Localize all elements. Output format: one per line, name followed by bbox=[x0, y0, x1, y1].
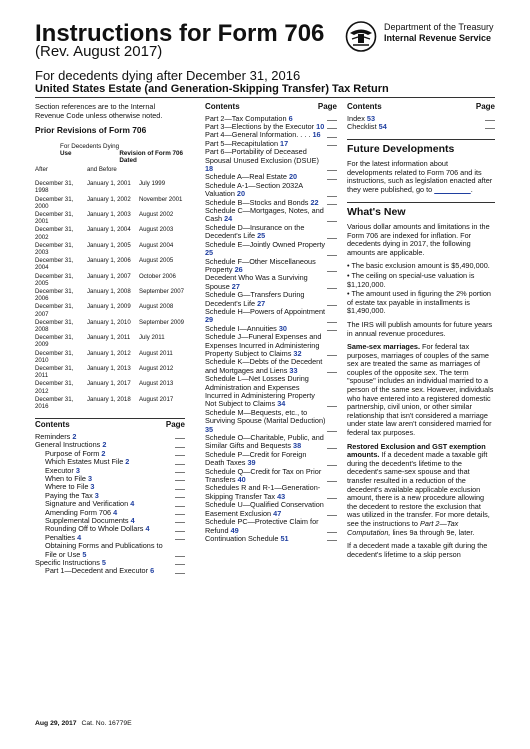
bullet-item: • The amount used in figuring the 2% portion of estate tax payable in installments is $1,490,000. bbox=[347, 289, 491, 316]
page-title: Instructions for Form 706 bbox=[35, 20, 325, 47]
toc-item[interactable] bbox=[205, 258, 337, 275]
toc-page-number: 17 bbox=[280, 138, 289, 148]
toc-title: Schedules R and R-1—Generation-Skipping Transfer Tax bbox=[205, 483, 321, 501]
col-decedents: For Decedents Dying bbox=[60, 142, 120, 150]
revision-cell: January 1, 2009 bbox=[87, 303, 131, 311]
toc-page-number: 25 bbox=[205, 248, 214, 258]
toc-item[interactable] bbox=[205, 224, 337, 241]
toc-title: Schedule A-1—Section 2032A Valuation bbox=[205, 180, 303, 199]
revision-cell: December 31, 2012 bbox=[35, 380, 74, 395]
toc-page-number: 34 bbox=[277, 399, 286, 409]
revision-cell: December 31, 2009 bbox=[35, 334, 74, 349]
toc-leader bbox=[175, 472, 185, 473]
toc-leader bbox=[175, 455, 185, 456]
revision-cell: December 31, 2010 bbox=[35, 349, 74, 364]
revision-cell: December 31, 2008 bbox=[35, 318, 74, 334]
toc-item[interactable] bbox=[205, 182, 337, 199]
revision-row bbox=[35, 180, 185, 194]
decedents-line: For decedents dying after December 31, 2016 bbox=[35, 68, 301, 83]
toc-item[interactable] bbox=[205, 434, 337, 451]
toc-page-number: 29 bbox=[205, 315, 214, 325]
toc-page-number: 10 bbox=[316, 122, 325, 131]
restored-title: Restored Exclusion and GST exemption amounts. bbox=[347, 441, 486, 460]
revision-cell: January 1, 2005 bbox=[87, 241, 131, 249]
toc-page-number: 20 bbox=[236, 189, 246, 199]
col-revision: Revision of Form 706 Dated bbox=[119, 149, 184, 165]
revision-cell: August 2012 bbox=[139, 365, 174, 373]
toc-title: Part 1—Decedent and Executor bbox=[45, 566, 149, 576]
toc-entry-text bbox=[205, 333, 327, 358]
toc-page-number: 33 bbox=[289, 365, 298, 375]
toc-leader bbox=[327, 540, 337, 541]
toc-title: Part 2—Tax Computation bbox=[205, 113, 287, 123]
toc-page-number: 5 bbox=[101, 557, 106, 567]
toc-leader bbox=[175, 480, 185, 481]
toc-page-number: 32 bbox=[293, 348, 302, 358]
whats-new-text: Various dollar amounts and limitations in the Form 706 are indexed for inflation. For decedents dying in 2017, the following amounts are applicable. bbox=[347, 221, 490, 257]
toc-title: Schedule C—Mortgages, Notes, and Cash bbox=[205, 206, 324, 224]
toc-leader bbox=[327, 137, 337, 138]
toc-entry-text bbox=[205, 207, 327, 224]
toc-item[interactable] bbox=[205, 451, 337, 468]
toc-page-number: 3 bbox=[94, 490, 99, 500]
restored-link: Part 2—Tax Computation, bbox=[347, 518, 459, 537]
toc-leader bbox=[175, 464, 185, 465]
revision-cell: December 31, 2005 bbox=[35, 272, 74, 287]
col-after: After bbox=[35, 165, 48, 173]
skip-person-text: If a decedent made a taxable gift during the decedent's lifetime to a skip person bbox=[347, 541, 488, 559]
toc-title: When to File bbox=[45, 473, 86, 483]
toc-page-number: 4 bbox=[77, 532, 82, 542]
toc-leader bbox=[327, 532, 337, 533]
toc-page-number: 6 bbox=[150, 566, 155, 576]
toc-entry-text bbox=[205, 258, 327, 275]
mid-contents-list bbox=[205, 115, 337, 544]
revision-cell: December 31, 2003 bbox=[35, 241, 74, 257]
toc-entry-text bbox=[205, 224, 327, 241]
toc-page-number: 2 bbox=[72, 431, 77, 441]
revision-cell: January 1, 2011 bbox=[87, 334, 131, 342]
revision-row bbox=[35, 350, 185, 364]
revision-cell: July 2011 bbox=[139, 334, 165, 342]
revision-cell: August 2005 bbox=[139, 257, 174, 265]
toc-entry-text bbox=[205, 409, 327, 434]
bullet-text: The amount used in figuring the 2% portion of estate tax payable in installments is $1,490,000. bbox=[347, 289, 491, 316]
revision-cell: November 2001 bbox=[139, 195, 183, 203]
toc-leader bbox=[175, 514, 185, 515]
toc-leader bbox=[175, 438, 185, 439]
toc-entry-text bbox=[205, 291, 327, 308]
toc-page-number: 2 bbox=[125, 457, 130, 467]
toc-title: Schedule E—Jointly Owned Property bbox=[205, 239, 326, 249]
toc-entry-text bbox=[205, 451, 327, 468]
contents-label: Contents bbox=[35, 420, 70, 430]
toc-leader bbox=[485, 120, 495, 121]
right-contents-list bbox=[347, 115, 495, 132]
toc-title: Schedule D—Insurance on the Decedent's Life bbox=[205, 222, 305, 241]
toc-entry-text bbox=[205, 148, 327, 173]
toc-entry-text bbox=[205, 518, 327, 535]
toc-page-number: 22 bbox=[310, 197, 319, 207]
toc-entry-text bbox=[205, 358, 327, 375]
header-rule bbox=[35, 97, 495, 98]
toc-title: Schedule H—Powers of Appointment bbox=[205, 306, 326, 316]
left-contents-list bbox=[35, 433, 185, 576]
section-note: Section references are to the Internal Revenue Code unless otherwise noted. bbox=[35, 102, 163, 120]
footer-date: Aug 29, 2017 bbox=[35, 720, 77, 727]
revision-cell: January 1, 2001 bbox=[87, 180, 131, 188]
toc-leader bbox=[175, 497, 185, 498]
form-subtitle: United States Estate (and Generation-Skipping Transfer) Tax Return bbox=[35, 83, 389, 95]
department-name: Department of the Treasury bbox=[384, 22, 494, 32]
toc-title: Paying the Tax bbox=[45, 490, 93, 500]
revision-cell: August 2013 bbox=[139, 380, 174, 388]
revision-cell: September 2009 bbox=[139, 318, 185, 326]
toc-leader bbox=[175, 564, 185, 565]
toc-title: Executor bbox=[45, 465, 74, 475]
revision-cell: August 2011 bbox=[139, 349, 173, 357]
restored-paragraph bbox=[347, 443, 495, 538]
toc-page-number: 53 bbox=[366, 113, 376, 123]
whats-new-heading: What's New bbox=[347, 202, 495, 217]
revision-cell: January 1, 2012 bbox=[87, 349, 131, 357]
revision-cell: September 2007 bbox=[139, 288, 185, 296]
revision-cell: January 1, 2004 bbox=[87, 226, 131, 234]
toc-title: Schedule B—Stocks and Bonds bbox=[205, 197, 309, 207]
toc-page-number: 5 bbox=[82, 549, 87, 559]
toc-page-number: 47 bbox=[273, 508, 282, 518]
toc-page-number: 39 bbox=[247, 458, 256, 468]
future-developments-text: For the latest information about developments related to Form 706 and its instructions, such as legislation enacted after they were published, go to . bbox=[347, 159, 493, 194]
revision-cell: August 2004 bbox=[139, 241, 174, 249]
toc-entry-text bbox=[205, 182, 327, 199]
toc-title: Schedule L—Net Losses During Administration and Expenses Incurred in Administering Property Not Subject to Claims bbox=[205, 374, 315, 409]
toc-title: Purpose of Form bbox=[45, 448, 100, 458]
toc-entry-text bbox=[347, 123, 387, 131]
page-label: Page bbox=[475, 102, 495, 111]
toc-page-number: 51 bbox=[280, 533, 289, 543]
toc-title: Schedule M—Bequests, etc., to Surviving Spouse (Marital Deduction) bbox=[205, 407, 326, 426]
revision-row bbox=[35, 226, 185, 240]
same-sex-title: Same-sex marriages. bbox=[347, 342, 421, 352]
toc-page-number: 25 bbox=[257, 231, 266, 241]
revision-row bbox=[35, 396, 185, 410]
col-before: and Before bbox=[87, 165, 117, 173]
revision-cell: October 2006 bbox=[139, 272, 176, 280]
restored-tail: lines 9a through 9e, later. bbox=[392, 527, 475, 537]
toc-page-number: 3 bbox=[90, 482, 95, 492]
toc-title: Supplemental Documents bbox=[45, 515, 129, 525]
toc-title: Schedule K—Debts of the Decedent and Mortgages and Liens bbox=[205, 357, 323, 375]
toc-title: Schedule Q—Credit for Tax on Prior Transfers bbox=[205, 466, 322, 485]
restored-text: If a decedent made a taxable gift during the decedent's lifetime to the decedent's same-sex spouse and that transfer resulted in a reduction of the decedent's available applicable exclusion amount, there is a new procedure allowing the decedent to restore the exclusion that was utilized in the transfer. For more details, see the instructions to bbox=[347, 450, 490, 528]
toc-title: Specific Instructions bbox=[35, 557, 100, 567]
revision-cell: December 31, 2006 bbox=[35, 288, 74, 303]
toc-leader bbox=[175, 522, 185, 523]
right-column bbox=[347, 103, 495, 564]
mid-contents-header bbox=[205, 103, 337, 112]
toc-entry-text bbox=[45, 567, 154, 575]
prior-revisions-heading: Prior Revisions of Form 706 bbox=[35, 125, 147, 136]
toc-entry-text bbox=[205, 468, 327, 485]
revision-cell: January 1, 2003 bbox=[87, 211, 131, 218]
agency-block bbox=[384, 22, 494, 44]
toc-title: Penalties bbox=[45, 532, 76, 542]
revision-row bbox=[35, 196, 185, 210]
toc-entry-text bbox=[205, 434, 327, 451]
toc-item[interactable] bbox=[205, 409, 337, 434]
toc-entry-text bbox=[45, 542, 175, 559]
toc-leader bbox=[327, 372, 337, 373]
toc-title: Schedule J—Funeral Expenses and Expenses Incurred in Administering Property Subject to Claims bbox=[205, 332, 322, 358]
toc-leader bbox=[327, 355, 337, 356]
irs-publish-text: The IRS will publish amounts for future years in annual revenue procedures. bbox=[347, 319, 493, 338]
toc-page-number: 2 bbox=[101, 448, 106, 458]
toc-page-number: 27 bbox=[257, 298, 266, 308]
toc-item[interactable] bbox=[205, 535, 337, 543]
revision-cell: January 1, 2017 bbox=[87, 380, 131, 388]
contents-label: Contents bbox=[347, 102, 382, 111]
toc-title: Rounding Off to Whole Dollars bbox=[45, 524, 144, 534]
revision-cell: December 31, 2011 bbox=[35, 365, 74, 380]
revisions-table bbox=[35, 180, 185, 410]
col-use: Use bbox=[60, 150, 72, 158]
toc-item[interactable] bbox=[35, 542, 185, 559]
revision-cell: December 31, 1998 bbox=[35, 180, 74, 195]
toc-title: Schedule P—Credit for Foreign Death Taxes bbox=[205, 449, 307, 468]
toc-title: Reminders bbox=[35, 431, 71, 441]
toc-leader bbox=[327, 288, 337, 289]
toc-title: Amending Form 706 bbox=[45, 507, 112, 517]
revision-cell: July 1999 bbox=[139, 180, 166, 188]
toc-page-number: 30 bbox=[278, 323, 287, 333]
toc-title: Which Estates Must File bbox=[45, 457, 124, 467]
toc-page-number: 16 bbox=[312, 130, 321, 140]
toc-leader bbox=[327, 431, 337, 432]
revision-cell: December 31, 2002 bbox=[35, 226, 74, 241]
revision-cell: January 1, 2018 bbox=[87, 395, 131, 403]
toc-leader bbox=[327, 448, 337, 449]
right-contents-header bbox=[347, 103, 495, 112]
toc-item[interactable] bbox=[205, 358, 337, 375]
irs-link[interactable] bbox=[434, 185, 471, 194]
toc-title: Index bbox=[347, 113, 365, 123]
toc-item[interactable] bbox=[205, 207, 337, 224]
revision-cell: August 2008 bbox=[139, 303, 174, 311]
revision-row bbox=[35, 257, 185, 271]
revision-row bbox=[35, 303, 185, 317]
toc-title: Where to File bbox=[45, 482, 89, 492]
toc-leader bbox=[327, 179, 337, 180]
revision-cell: January 1, 2002 bbox=[87, 195, 131, 203]
toc-page-number: 18 bbox=[205, 164, 214, 174]
toc-leader bbox=[175, 506, 185, 507]
toc-item[interactable] bbox=[205, 148, 337, 173]
toc-title: Schedule A—Real Estate bbox=[205, 172, 287, 182]
revision-row bbox=[35, 242, 185, 256]
toc-item[interactable] bbox=[205, 291, 337, 308]
toc-page-number: 43 bbox=[277, 491, 286, 501]
toc-title: Schedule U—Qualified Conservation Easement Exclusion bbox=[205, 500, 324, 518]
toc-page-number: 2 bbox=[102, 440, 107, 450]
toc-title: Signature and Verification bbox=[45, 499, 129, 509]
toc-page-number: 40 bbox=[237, 475, 246, 485]
toc-leader bbox=[327, 406, 337, 407]
toc-title: Checklist bbox=[347, 122, 377, 131]
toc-entry-text bbox=[205, 274, 327, 291]
toc-title: Schedule PC—Protective Claim for Refund bbox=[205, 517, 319, 535]
toc-title: Schedule G—Transfers During Decedent's Life bbox=[205, 290, 305, 308]
page-label: Page bbox=[317, 102, 337, 111]
toc-entry-text bbox=[205, 535, 289, 543]
toc-page-number: 4 bbox=[130, 499, 135, 509]
toc-leader bbox=[327, 498, 337, 499]
toc-item[interactable] bbox=[205, 308, 337, 325]
future-text: For the latest information about developments related to Form 706 and its instructions, such as legislation enacted after they were published, go to bbox=[347, 159, 493, 194]
toc-item[interactable] bbox=[205, 274, 337, 291]
toc-title: General Instructions bbox=[35, 440, 101, 450]
toc-page-number: 4 bbox=[113, 507, 118, 517]
revision-row bbox=[35, 211, 185, 225]
revision-cell: December 31, 2016 bbox=[35, 395, 74, 411]
toc-leader bbox=[175, 531, 185, 532]
toc-leader bbox=[327, 170, 337, 171]
toc-page-number: 4 bbox=[130, 515, 135, 525]
toc-item[interactable] bbox=[347, 123, 495, 131]
toc-item[interactable] bbox=[205, 241, 337, 258]
toc-item[interactable] bbox=[205, 375, 337, 409]
toc-page-number: 3 bbox=[88, 473, 93, 483]
revision-row bbox=[35, 319, 185, 333]
toc-entry-text bbox=[205, 241, 327, 258]
revision-row bbox=[35, 365, 185, 379]
toc-title: Schedule F—Other Miscellaneous Property bbox=[205, 256, 316, 274]
toc-leader bbox=[327, 238, 337, 239]
toc-leader bbox=[327, 128, 337, 129]
revision-cell: January 1, 2008 bbox=[87, 288, 131, 296]
toc-title: Schedule I—Annuities bbox=[205, 323, 277, 333]
toc-leader bbox=[175, 573, 185, 574]
revision-cell: January 1, 2013 bbox=[87, 365, 131, 373]
bullet-item: • The basic exclusion amount is $5,490,000. bbox=[347, 261, 490, 271]
toc-title: Schedule O—Charitable, Public, and Similar Gifts and Bequests bbox=[205, 433, 324, 451]
toc-title: Part 5—Recapitulation bbox=[205, 138, 279, 148]
toc-item[interactable] bbox=[205, 333, 337, 358]
toc-entry-text bbox=[205, 501, 327, 518]
bullet-item: • The ceiling on special-use valuation is $1,120,000. bbox=[347, 270, 475, 289]
toc-title: Part 3—Elections by the Executor bbox=[205, 122, 315, 131]
bullet-text: The ceiling on special-use valuation is $1,120,000. bbox=[347, 270, 475, 289]
middle-column bbox=[205, 103, 337, 543]
agency-name: Internal Revenue Service bbox=[384, 33, 492, 43]
toc-leader bbox=[327, 465, 337, 466]
toc-leader bbox=[327, 221, 337, 222]
revision-cell: August 2003 bbox=[139, 226, 174, 234]
toc-leader bbox=[327, 330, 337, 331]
toc-title: Continuation Schedule bbox=[205, 533, 279, 543]
same-sex-paragraph bbox=[347, 343, 495, 438]
toc-page-number: 6 bbox=[288, 113, 293, 123]
toc-leader bbox=[327, 255, 337, 256]
toc-leader bbox=[175, 489, 185, 490]
revision-date: (Rev. August 2017) bbox=[35, 43, 163, 60]
toc-leader bbox=[327, 204, 337, 205]
toc-item[interactable] bbox=[205, 484, 337, 501]
irs-eagle-logo-icon bbox=[344, 21, 378, 52]
toc-page-number: 27 bbox=[231, 281, 240, 291]
toc-leader bbox=[327, 515, 337, 516]
footer bbox=[35, 720, 132, 727]
revision-cell: August 2017 bbox=[139, 395, 174, 403]
toc-item[interactable] bbox=[35, 567, 185, 575]
page-label: Page bbox=[165, 420, 185, 430]
revision-cell: August 2002 bbox=[139, 211, 174, 218]
toc-leader bbox=[485, 128, 495, 129]
revision-cell: December 31, 2000 bbox=[35, 195, 74, 210]
revision-row bbox=[35, 380, 185, 394]
toc-leader bbox=[327, 196, 337, 197]
toc-leader bbox=[327, 145, 337, 146]
toc-leader bbox=[327, 120, 337, 121]
toc-item[interactable] bbox=[205, 501, 337, 518]
toc-leader bbox=[175, 556, 185, 557]
toc-entry-text bbox=[205, 308, 327, 325]
revision-row bbox=[35, 334, 185, 348]
toc-page-number: 49 bbox=[230, 525, 239, 535]
revision-cell: January 1, 2006 bbox=[87, 257, 131, 265]
same-sex-text: For federal tax purposes, marriages of couples of the same sex are treated the same as marriages of couples of the opposite sex. The term "spouse" includes an individual married to a person of the same sex. However, individuals who have entered into a registered domestic partnership, civil union, or other similar relationship that isn't considered a marriage under state law aren't considered married for federal tax purposes. bbox=[347, 342, 494, 438]
bullet-text: The basic exclusion amount is $5,490,000. bbox=[351, 261, 490, 271]
toc-page-number: 35 bbox=[205, 424, 214, 434]
left-contents-header bbox=[35, 418, 185, 430]
toc-leader bbox=[327, 271, 337, 272]
toc-entry-text bbox=[205, 484, 327, 501]
toc-item[interactable] bbox=[205, 518, 337, 535]
toc-page-number: 38 bbox=[293, 441, 302, 451]
contents-label: Contents bbox=[205, 102, 240, 111]
revision-cell: January 1, 2010 bbox=[87, 318, 131, 326]
toc-leader bbox=[327, 481, 337, 482]
future-developments-heading: Future Developments bbox=[347, 139, 495, 154]
revision-row bbox=[35, 288, 185, 302]
revision-cell: December 31, 2004 bbox=[35, 257, 74, 272]
revision-cell: December 31, 2007 bbox=[35, 303, 74, 318]
toc-page-number: 24 bbox=[224, 214, 233, 224]
toc-leader bbox=[175, 447, 185, 448]
revision-row bbox=[35, 273, 185, 287]
toc-leader bbox=[327, 322, 337, 323]
toc-title: Obtaining Forms and Publications to File or Use bbox=[45, 541, 163, 559]
left-column bbox=[35, 103, 185, 576]
toc-title: Part 4—General Information. . . . bbox=[205, 130, 311, 140]
toc-page-number: 54 bbox=[378, 122, 387, 131]
toc-page-number: 26 bbox=[234, 264, 243, 274]
toc-title: Decedent Who Was a Surviving Spouse bbox=[205, 273, 308, 291]
toc-leader bbox=[175, 539, 185, 540]
toc-page-number: 4 bbox=[145, 524, 150, 534]
revision-cell: December 31, 2001 bbox=[35, 211, 74, 226]
footer-cat: Cat. No. 16779E bbox=[81, 720, 132, 727]
revision-cell: January 1, 2007 bbox=[87, 272, 131, 280]
toc-title: Part 6—Portability of Deceased Spousal Unused Exclusion (DSUE) bbox=[205, 147, 319, 165]
revisions-table-header bbox=[35, 143, 185, 165]
toc-page-number: 3 bbox=[75, 465, 80, 475]
toc-item[interactable] bbox=[205, 468, 337, 485]
toc-leader bbox=[327, 305, 337, 306]
toc-entry-text bbox=[205, 375, 327, 409]
toc-page-number: 20 bbox=[288, 172, 298, 182]
